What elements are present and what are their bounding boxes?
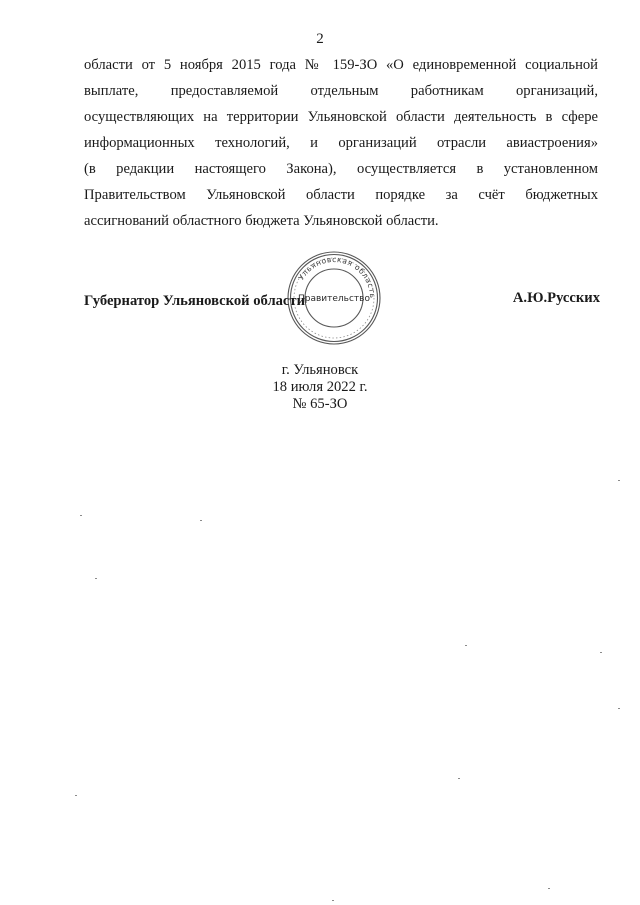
scan-speck (80, 515, 82, 516)
body-line: выплате, предоставляемой отдельным работникам организаций, (84, 83, 598, 99)
scan-speck (458, 778, 460, 779)
body-line: информационных технологий, и организаций отрасли авиастроения» (84, 135, 598, 151)
svg-text:Ульяновская область (296, 255, 377, 299)
scan-speck (618, 708, 620, 709)
body-line: осуществляющих на территории Ульяновской области деятельность в сфере (84, 109, 598, 125)
scan-speck (95, 578, 97, 579)
signing-date: 18 июля 2022 г. (272, 379, 368, 395)
scan-speck (75, 795, 77, 796)
scan-speck (618, 480, 620, 481)
body-line: области от 5 ноября 2015 года № 159-ЗО «О единовременной социальной (84, 57, 598, 73)
scan-speck (332, 900, 334, 901)
body-paragraph (84, 52, 598, 234)
signatory-title: Губернатор Ульяновской области (84, 293, 305, 309)
seal-ring-text: Ульяновская область (296, 254, 378, 299)
place-date-block (0, 362, 640, 413)
law-number: № 65-ЗО (292, 396, 348, 412)
signing-city: г. Ульяновск (281, 362, 359, 378)
scan-speck (465, 645, 467, 646)
scan-speck (600, 652, 602, 653)
scan-speck (548, 888, 550, 889)
page-number: 2 (316, 31, 324, 47)
scan-speck (200, 520, 202, 521)
official-seal (286, 250, 382, 346)
body-line: ассигнований областного бюджета Ульяновской области. (84, 213, 439, 229)
body-line: (в редакции настоящего Закона), осуществляется в установленном (84, 161, 598, 177)
seal-center-text: Правительство (298, 294, 370, 304)
body-line: Правительством Ульяновской области порядке за счёт бюджетных (84, 187, 598, 203)
signatory-name: А.Ю.Русских (512, 290, 600, 306)
